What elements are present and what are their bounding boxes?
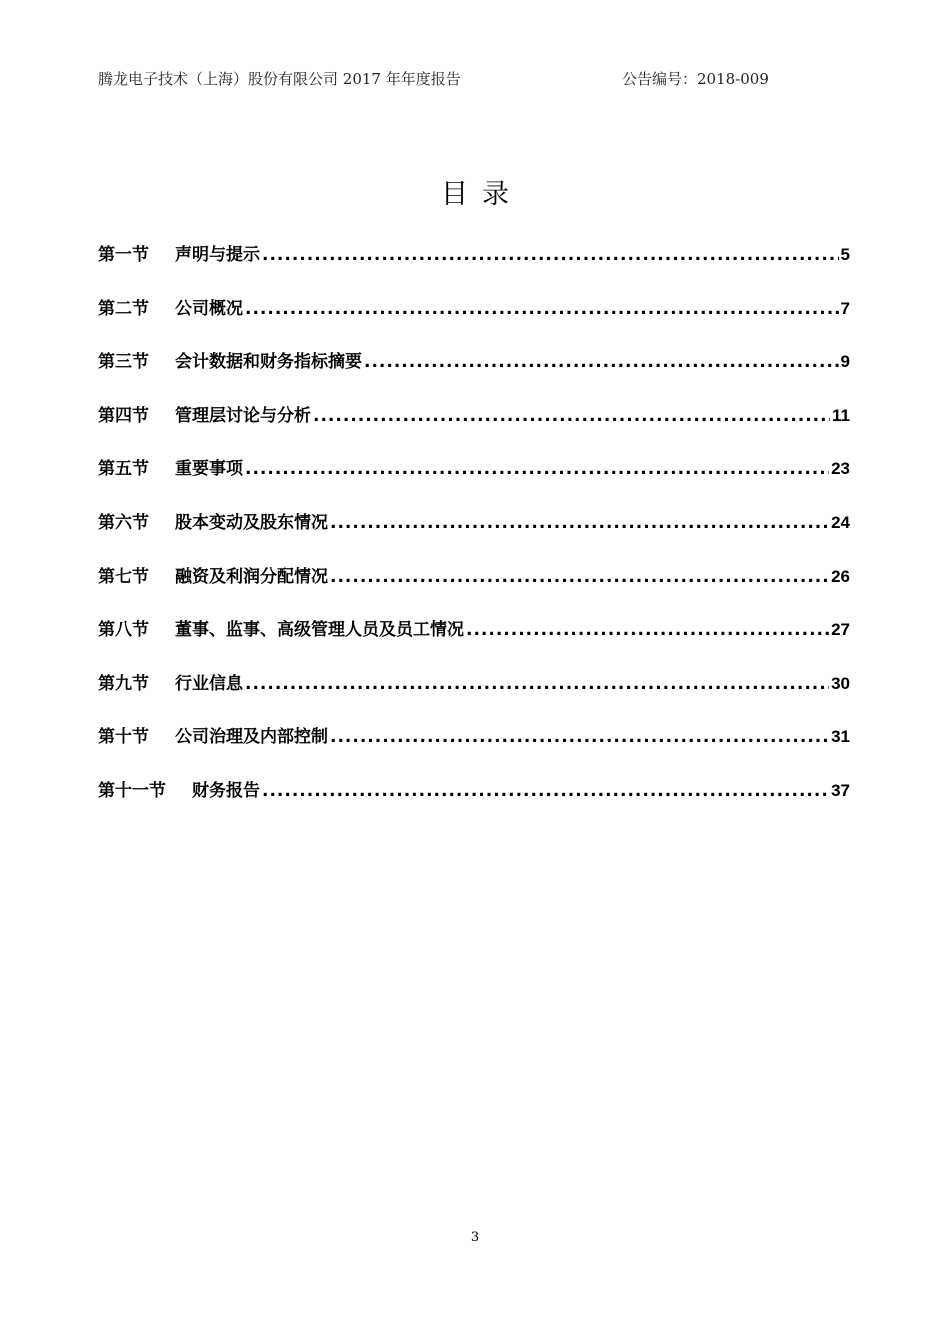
toc-dot-leader — [313, 406, 830, 426]
toc-section-title: 管理层讨论与分析 — [175, 405, 311, 426]
toc-page-number: 11 — [832, 405, 850, 425]
toc-section-title: 重要事项 — [175, 459, 243, 480]
toc-title: 目录 — [441, 179, 523, 210]
toc-entry[interactable] — [98, 776, 850, 830]
toc-section-number: 第六节 — [98, 512, 149, 533]
toc-entry[interactable] — [98, 615, 850, 669]
toc-page-number: 7 — [840, 298, 850, 318]
toc-section-title: 声明与提示 — [175, 245, 260, 265]
toc-dot-leader — [245, 459, 829, 479]
toc-section-title: 财务报告 — [192, 780, 260, 801]
toc-page-number: 27 — [831, 620, 850, 640]
toc-section-number: 第九节 — [98, 673, 149, 694]
toc-page-number: 37 — [831, 780, 850, 800]
toc-entry[interactable] — [98, 669, 850, 723]
toc-section-title: 融资及利润分配情况 — [175, 566, 328, 587]
toc-entry[interactable] — [98, 508, 850, 562]
toc-entry[interactable] — [98, 454, 850, 508]
toc-section-title: 行业信息 — [175, 673, 243, 694]
toc-entry[interactable] — [98, 294, 850, 348]
toc-section-number: 第十一节 — [98, 780, 166, 801]
announcement-number: 公告编号：2018-009 — [622, 70, 769, 88]
toc-section-number: 第七节 — [98, 566, 149, 587]
toc-page-number: 24 — [831, 512, 850, 532]
report-header-title: 腾龙电子技术（上海）股份有限公司 2017 年年度报告 — [98, 70, 461, 88]
toc-section-number: 第二节 — [98, 298, 149, 319]
toc-section-number: 第八节 — [98, 620, 149, 641]
toc-dot-leader — [466, 620, 829, 640]
toc-dot-leader — [330, 513, 829, 533]
toc-dot-leader — [262, 245, 839, 265]
toc-dot-leader — [245, 299, 839, 319]
toc-section-title: 会计数据和财务指标摘要 — [175, 352, 362, 373]
toc-section-title: 股本变动及股东情况 — [175, 512, 328, 533]
toc-section-number: 第三节 — [98, 352, 149, 373]
toc-dot-leader — [364, 352, 839, 372]
toc-page-number: 30 — [831, 673, 850, 693]
toc-entry[interactable] — [98, 401, 850, 455]
table-of-contents — [98, 240, 850, 830]
toc-entry[interactable] — [98, 347, 850, 401]
toc-dot-leader — [262, 781, 829, 801]
toc-page-number: 5 — [840, 245, 850, 264]
toc-section-number: 第五节 — [98, 459, 149, 480]
toc-section-number: 第四节 — [98, 405, 149, 426]
toc-page-number: 9 — [840, 352, 850, 372]
toc-section-title: 董事、监事、高级管理人员及员工情况 — [175, 620, 464, 641]
toc-section-number: 第十节 — [98, 727, 149, 748]
toc-section-title: 公司治理及内部控制 — [175, 727, 328, 748]
toc-dot-leader — [330, 727, 829, 747]
toc-page-number: 31 — [831, 727, 850, 747]
toc-section-title: 公司概况 — [175, 298, 243, 319]
toc-entry[interactable] — [98, 240, 850, 294]
toc-entry[interactable] — [98, 562, 850, 616]
toc-dot-leader — [245, 674, 829, 694]
page-number: 3 — [470, 1230, 480, 1245]
toc-page-number: 26 — [831, 566, 850, 586]
toc-page-number: 23 — [831, 459, 850, 479]
toc-entry[interactable] — [98, 722, 850, 776]
toc-dot-leader — [330, 567, 829, 587]
toc-section-number: 第一节 — [98, 245, 149, 265]
